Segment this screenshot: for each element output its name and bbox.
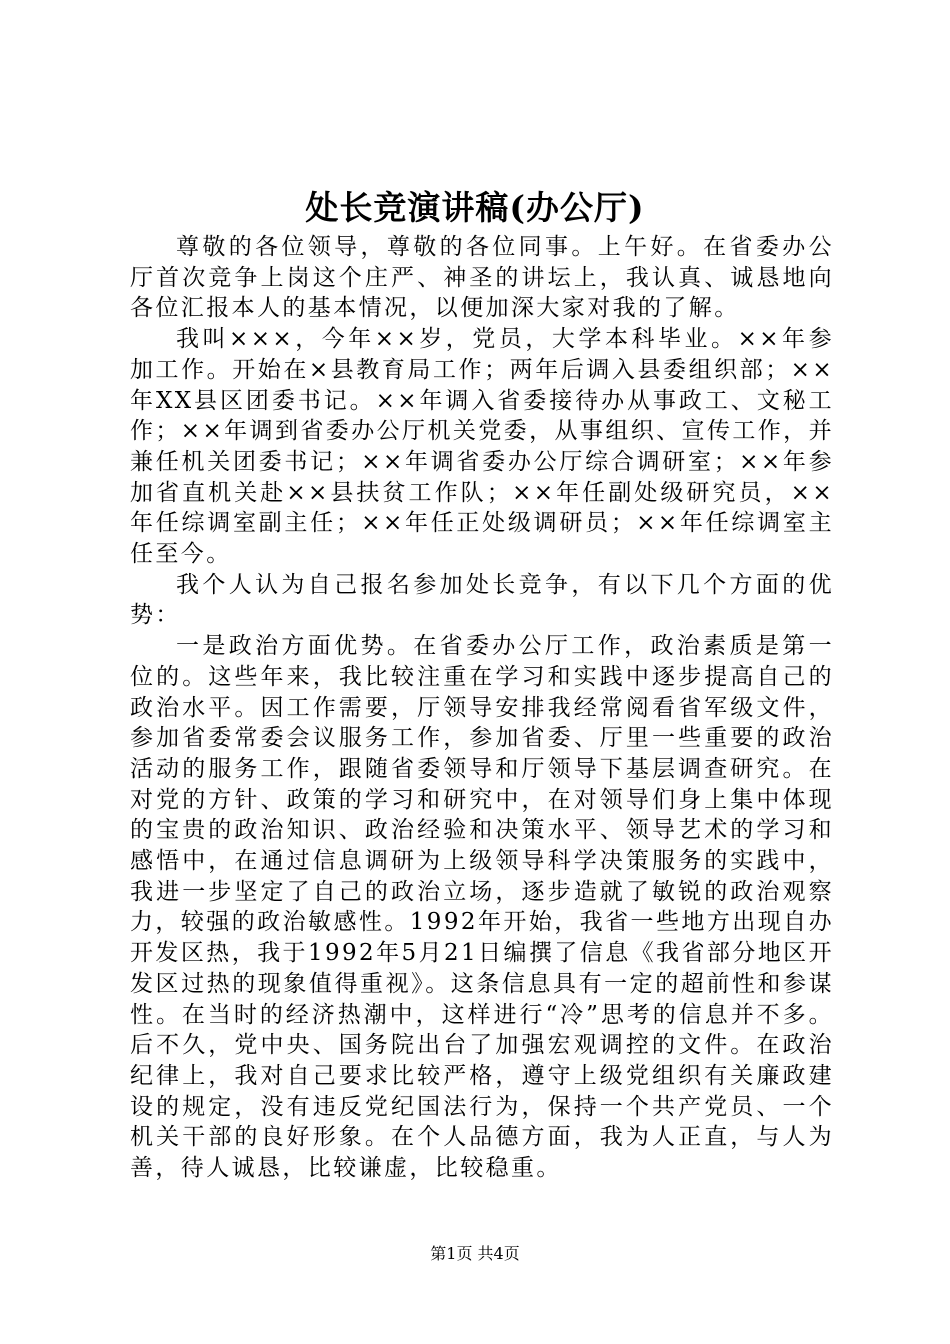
paragraph-personal-info: 我叫×××，今年××岁，党员，大学本科毕业。××年参加工作。开始在×县教育局工作；两年后调入县委组织部；××年XX县区团委书记。××年调入省委接待办从事政工、文秘工作；××年调到省委办公厅机关党委，从事组织、宣传工作，并兼任机关团委书记；××年调省委办公厅综合调研室；××年参加省直机关赴××县扶贫工作队；××年任副处级研究员，××年任综调室副主任；××年任正处级调研员；××年任综调室主任至今。 bbox=[130, 326, 834, 568]
page-footer: 第1页 共4页 bbox=[430, 1244, 520, 1263]
document-title: 处长竞演讲稿(办公厅) bbox=[305, 188, 645, 227]
paragraph-advantages-intro: 我个人认为自己报名参加处长竞争，有以下几个方面的优势： bbox=[130, 571, 834, 629]
paragraph-political-advantage: 一是政治方面优势。在省委办公厅工作，政治素质是第一位的。这些年来，我比较注重在学习和实践中逐步提高自己的政治水平。因工作需要，厅领导安排我经常阅看省军级文件，参加省委常委会议服务工作，参加省委、厅里一些重要的政治活动的服务工作，跟随省委领导和厅领导下基层调查研究。在对党的方针、政策的学习和研究中，在对领导们身上集中体现的宝贵的政治知识、政治经验和决策水平、领导艺术的学习和感悟中，在通过信息调研为上级领导科学决策服务的实践中，我进一步坚定了自己的政治立场，逐步造就了敏锐的政治观察力，较强的政治敏感性。1992年开始，我省一些地方出现自办开发区热，我于1992年5月21日编撰了信息《我省部分地区开发区过热的现象值得重视》。这条信息具有一定的超前性和参谋性。在当时的经济热潮中，这样进行“冷”思考的信息并不多。后不久，党中央、国务院出台了加强宏观调控的文件。在政治纪律上，我对自己要求比较严格，遵守上级党组织有关廉政建设的规定，没有违反党纪国法行为，保持一个共产党员、一个机关干部的良好形象。在个人品德方面，我为人正直，与人为善，待人诚恳，比较谦虚，比较稳重。 bbox=[130, 633, 834, 1182]
paragraph-greeting: 尊敬的各位领导，尊敬的各位同事。上午好。在省委办公厅首次竞争上岗这个庄严、神圣的讲坛上，我认真、诚恳地向各位汇报本人的基本情况，以便加深大家对我的了解。 bbox=[130, 234, 834, 322]
document-body bbox=[130, 232, 834, 1184]
